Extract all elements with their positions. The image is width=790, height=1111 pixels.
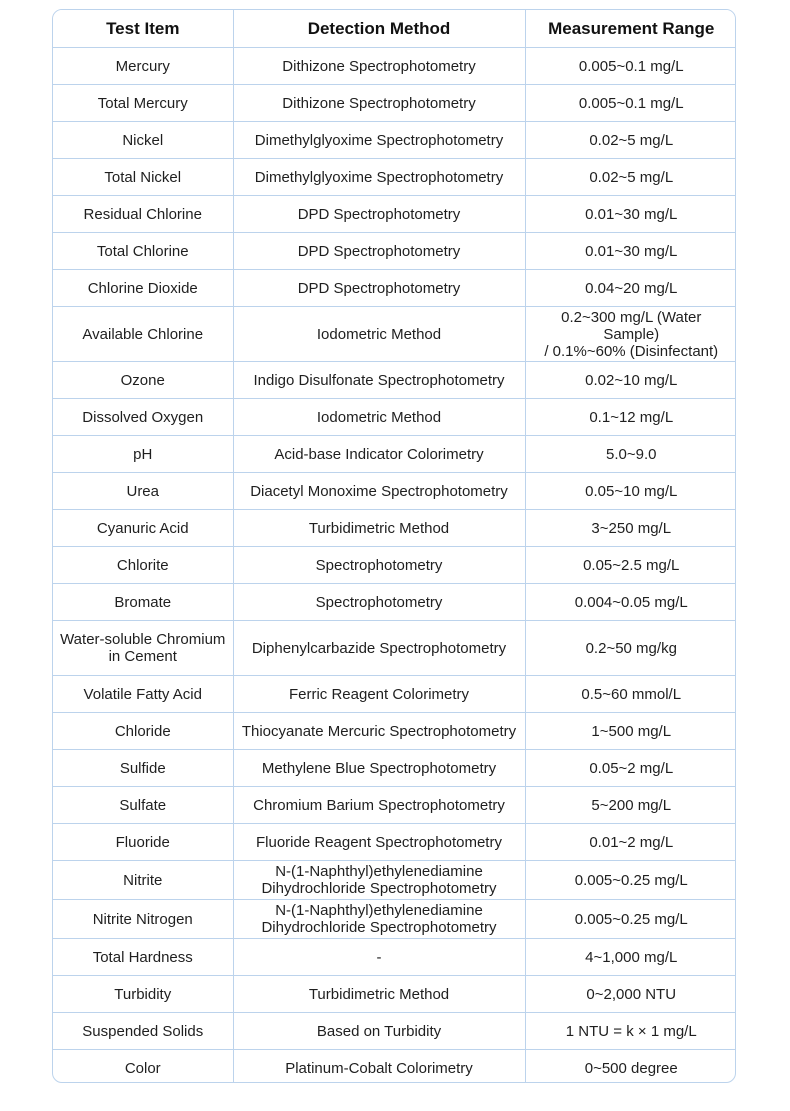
table-row: [53, 473, 736, 510]
table-header-row: [53, 10, 736, 48]
detection-method-cell: DPD Spectrophotometry: [233, 196, 525, 233]
method-line-2: Dihydrochloride Spectrophotometry: [261, 919, 497, 936]
test-item-cell: Nitrite: [53, 861, 233, 900]
detection-method-cell: Methylene Blue Spectrophotometry: [233, 750, 525, 787]
detection-method-cell: Indigo Disulfonate Spectrophotometry: [233, 362, 525, 399]
test-item-cell: Total Chlorine: [53, 233, 233, 270]
table-row: [53, 307, 736, 362]
range-line-1: 0.2~300 mg/L (Water Sample): [561, 308, 702, 343]
detection-method-cell: Turbidimetric Method: [233, 976, 525, 1013]
detection-method-cell: Turbidimetric Method: [233, 510, 525, 547]
measurement-range-cell: 0.005~0.25 mg/L: [525, 900, 736, 939]
measurement-range-cell: 5.0~9.0: [525, 436, 736, 473]
test-item-cell: Sulfate: [53, 787, 233, 824]
test-item-cell: Mercury: [53, 48, 233, 85]
table-row: [53, 436, 736, 473]
test-item-cell: Chlorine Dioxide: [53, 270, 233, 307]
detection-method-cell: Iodometric Method: [233, 399, 525, 436]
table-row: [53, 939, 736, 976]
header-measurement-range: Measurement Range: [525, 10, 736, 48]
measurement-range-cell: 4~1,000 mg/L: [525, 939, 736, 976]
detection-method-cell: -: [233, 939, 525, 976]
measurement-range-cell: [525, 307, 736, 362]
detection-method-cell: Chromium Barium Spectrophotometry: [233, 787, 525, 824]
table-row: [53, 900, 736, 939]
table-row: [53, 824, 736, 861]
measurement-range-cell: 0.005~0.1 mg/L: [525, 48, 736, 85]
table-row: [53, 584, 736, 621]
method-line-1: N-(1-Naphthyl)ethylenediamine: [275, 863, 483, 880]
test-item-cell: Volatile Fatty Acid: [53, 676, 233, 713]
measurement-range-cell: 0.02~5 mg/L: [525, 159, 736, 196]
detection-method-cell: Based on Turbidity: [233, 1013, 525, 1050]
table-row: [53, 233, 736, 270]
table-row: [53, 621, 736, 676]
detection-method-cell: Dimethylglyoxime Spectrophotometry: [233, 159, 525, 196]
measurement-range-cell: 0.05~10 mg/L: [525, 473, 736, 510]
table-row: [53, 122, 736, 159]
test-item-cell: pH: [53, 436, 233, 473]
detection-method-cell: Dithizone Spectrophotometry: [233, 85, 525, 122]
table-row: [53, 85, 736, 122]
table-row: [53, 270, 736, 307]
detection-method-cell: Dithizone Spectrophotometry: [233, 48, 525, 85]
detection-method-cell: Thiocyanate Mercuric Spectrophotometry: [233, 713, 525, 750]
test-item-cell: Color: [53, 1050, 233, 1084]
method-line-1: N-(1-Naphthyl)ethylenediamine: [275, 902, 483, 919]
test-item-cell: Nickel: [53, 122, 233, 159]
detection-method-cell: Platinum-Cobalt Colorimetry: [233, 1050, 525, 1084]
test-item-cell: Available Chlorine: [53, 307, 233, 362]
test-item-cell: [53, 621, 233, 676]
measurement-range-cell: 0.01~2 mg/L: [525, 824, 736, 861]
detection-method-cell: DPD Spectrophotometry: [233, 233, 525, 270]
test-item-cell: Suspended Solids: [53, 1013, 233, 1050]
measurement-range-cell: 0.05~2.5 mg/L: [525, 547, 736, 584]
measurement-range-cell: 0.004~0.05 mg/L: [525, 584, 736, 621]
table-row: [53, 750, 736, 787]
detection-method-cell: Diphenylcarbazide Spectrophotometry: [233, 621, 525, 676]
range-line-2: / 0.1%~60% (Disinfectant): [544, 342, 719, 360]
item-line-1: Water-soluble Chromium: [60, 631, 226, 648]
measurement-range-cell: 0.01~30 mg/L: [525, 233, 736, 270]
measurement-range-cell: 5~200 mg/L: [525, 787, 736, 824]
test-item-cell: Total Nickel: [53, 159, 233, 196]
detection-methods-table: [53, 10, 736, 1083]
detection-table-card: [52, 9, 736, 1083]
measurement-range-cell: 3~250 mg/L: [525, 510, 736, 547]
table-row: [53, 976, 736, 1013]
measurement-range-cell: 0.01~30 mg/L: [525, 196, 736, 233]
measurement-range-cell: 1~500 mg/L: [525, 713, 736, 750]
detection-method-cell: Ferric Reagent Colorimetry: [233, 676, 525, 713]
detection-method-cell: Acid-base Indicator Colorimetry: [233, 436, 525, 473]
test-item-cell: Total Hardness: [53, 939, 233, 976]
measurement-range-cell: 0.5~60 mmol/L: [525, 676, 736, 713]
measurement-range-cell: 0.05~2 mg/L: [525, 750, 736, 787]
test-item-cell: Nitrite Nitrogen: [53, 900, 233, 939]
test-item-cell: Cyanuric Acid: [53, 510, 233, 547]
table-row: [53, 713, 736, 750]
measurement-range-cell: 0.005~0.25 mg/L: [525, 861, 736, 900]
table-row: [53, 196, 736, 233]
table-row: [53, 1050, 736, 1084]
test-item-cell: Sulfide: [53, 750, 233, 787]
detection-method-cell: Iodometric Method: [233, 307, 525, 362]
table-row: [53, 1013, 736, 1050]
detection-method-cell: Fluoride Reagent Spectrophotometry: [233, 824, 525, 861]
test-item-cell: Urea: [53, 473, 233, 510]
test-item-cell: Fluoride: [53, 824, 233, 861]
measurement-range-cell: 0.2~50 mg/kg: [525, 621, 736, 676]
table-row: [53, 547, 736, 584]
test-item-cell: Ozone: [53, 362, 233, 399]
table-row: [53, 159, 736, 196]
measurement-range-cell: 0~500 degree: [584, 1059, 678, 1077]
test-item-cell: Dissolved Oxygen: [53, 399, 233, 436]
measurement-range-cell: 1 NTU = k × 1 mg/L: [525, 1013, 736, 1050]
table-row: [53, 510, 736, 547]
detection-method-cell: Dimethylglyoxime Spectrophotometry: [233, 122, 525, 159]
test-item-cell: Bromate: [53, 584, 233, 621]
test-item-cell: Turbidity: [53, 976, 233, 1013]
test-item-cell: Chlorite: [53, 547, 233, 584]
measurement-range-cell: 0.02~5 mg/L: [525, 122, 736, 159]
detection-method-cell: Spectrophotometry: [233, 547, 525, 584]
method-line-2: Dihydrochloride Spectrophotometry: [261, 880, 497, 897]
table-row: [53, 399, 736, 436]
detection-method-cell: Diacetyl Monoxime Spectrophotometry: [233, 473, 525, 510]
detection-method-cell: [233, 861, 525, 900]
test-item-cell: Residual Chlorine: [53, 196, 233, 233]
measurement-range-cell: 0.005~0.1 mg/L: [525, 85, 736, 122]
test-item-cell: Total Mercury: [53, 85, 233, 122]
table-row: [53, 787, 736, 824]
measurement-range-cell: 0.02~10 mg/L: [525, 362, 736, 399]
test-item-cell: Chloride: [53, 713, 233, 750]
item-line-2: in Cement: [108, 648, 177, 665]
table-row: [53, 362, 736, 399]
header-detection-method: Detection Method: [233, 10, 525, 48]
detection-method-cell: [233, 900, 525, 939]
table-row: [53, 861, 736, 900]
table-row: [53, 48, 736, 85]
detection-method-cell: DPD Spectrophotometry: [233, 270, 525, 307]
table-row: [53, 676, 736, 713]
measurement-range-cell: 0~2,000 NTU: [525, 976, 736, 1013]
detection-method-cell: Spectrophotometry: [233, 584, 525, 621]
measurement-range-cell: 0.04~20 mg/L: [525, 270, 736, 307]
measurement-range-cell: 0.1~12 mg/L: [525, 399, 736, 436]
header-test-item: Test Item: [53, 10, 233, 48]
